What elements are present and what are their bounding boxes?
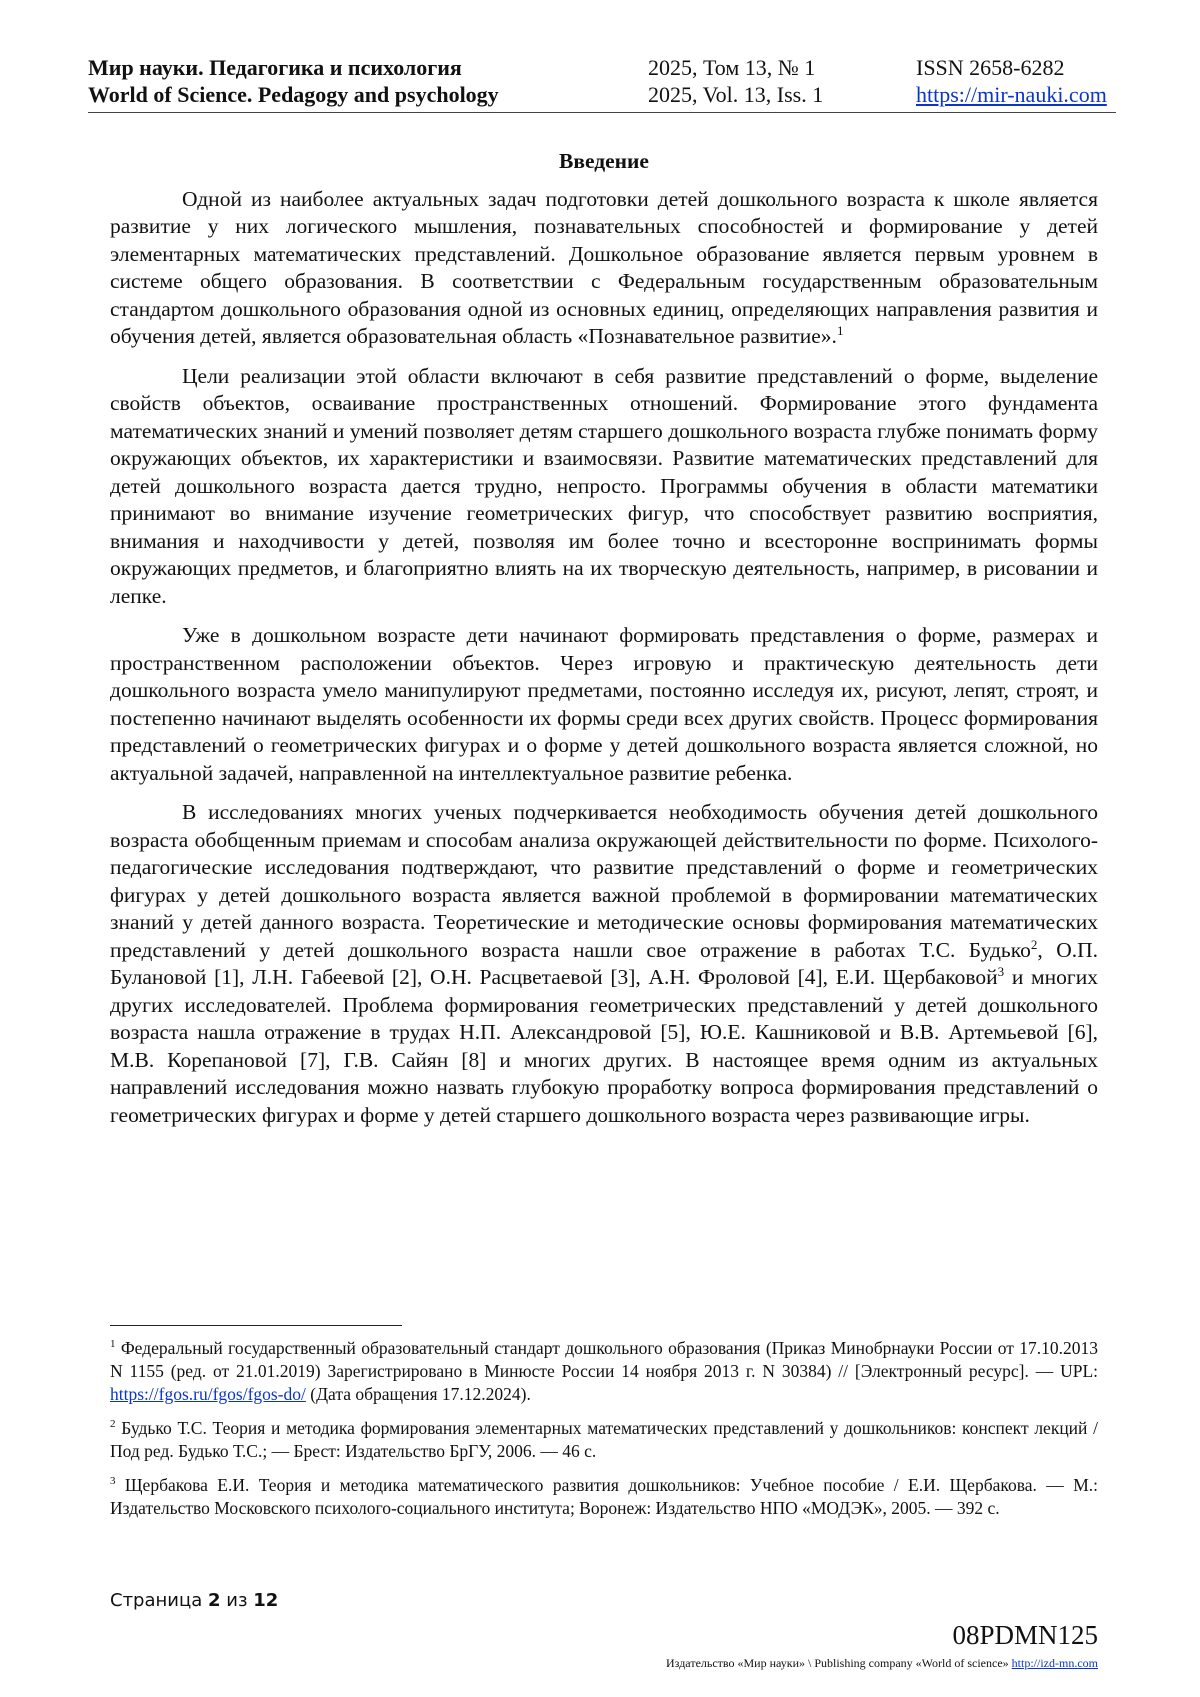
publisher-link[interactable]: http://izd-mn.com <box>1011 1656 1098 1670</box>
paragraph-4-text-c: и многих других исследователей. Проблема формирования геометрических представлений у детей дошкольного возраста нашла отражение в трудах Н.П. Александровой [5], Ю.Е. Кашниковой и В.В. Артемьевой [6], М.В. Корепановой [7], Г.В. Сайян [8] и многих других. В настоящее время одним из актуальных направлений исследования можно назвать глубокую проработку вопроса формирования представлений о геометрических фигурах и форме у детей старшего дошкольного возраста через развивающие игры. <box>110 965 1098 1127</box>
footnote-ref-1[interactable]: 1 <box>836 322 844 338</box>
footnote-2 <box>110 1417 1098 1463</box>
page-number <box>110 1590 278 1611</box>
footnote-3-text: Щербакова Е.И. Теория и методика математического развития дошкольников: Учебное пособие / Е.И. Щербакова. — М.: Издательство Московского психолого-социального института; Воронеж: Издательство НПО «МОДЭК», 2005. — 392 с. <box>110 1475 1098 1518</box>
footnote-1 <box>110 1337 1098 1406</box>
journal-title-block <box>88 54 499 108</box>
footnote-1-mark: 1 <box>110 1338 116 1351</box>
page-current: 2 <box>208 1590 221 1611</box>
footnotes <box>110 1337 1098 1531</box>
footnote-separator <box>110 1325 402 1326</box>
footnote-2-mark: 2 <box>110 1418 116 1431</box>
issn: ISSN 2658-6282 <box>916 55 1065 80</box>
footnote-ref-3[interactable]: 3 <box>997 963 1005 979</box>
journal-title-ru: Мир науки. Педагогика и психология <box>88 55 462 80</box>
paragraph-4-text-a: В исследованиях многих ученых подчеркивается необходимость обучения детей дошкольного возраста обобщенным приемам и способам анализа окружающей действительности по форме. Психолого-педагогические исследования подтверждают, что развитие представлений о форме и геометрических фигурах у детей дошкольного возраста является важной проблемой в формировании математических знаний у детей данного возраста. Теоретические и методические основы формирования математических представлений у детей дошкольного возраста нашли свое отражение в работах Т.С. Будько <box>110 800 1098 962</box>
paragraph-4-text-b: , О.П. Булановой [1], Л.Н. Габеевой [2], О.Н. Расцветаевой [3], А.Н. Фроловой [4], Е.И. Щербаковой <box>110 937 1098 989</box>
article-body <box>110 148 1098 1141</box>
publisher-line <box>666 1656 1098 1671</box>
paragraph-1 <box>110 186 1098 351</box>
page-word: Страница <box>110 1590 203 1611</box>
footnote-1-text-b: (Дата обращения 17.12.2024). <box>305 1384 531 1404</box>
article-code: 08PDMN125 <box>952 1620 1098 1650</box>
footnote-3 <box>110 1474 1098 1520</box>
paragraph-1-text: Одной из наиболее актуальных задач подготовки детей дошкольного возраста к школе является развитие у них логического мышления, познавательных способностей и формирование у детей элементарных математических представлений. Дошкольное образование является первым уровнем в системе общего образования. В соответствии с Федеральным государственным образовательным стандартом дошкольного образования одной из основных единиц, определяющих направления развития и обучения детей, является образовательная область «Познавательное развитие». <box>110 186 1098 348</box>
issue-block <box>648 54 823 108</box>
issue-en: 2025, Vol. 13, Iss. 1 <box>648 82 824 107</box>
footnote-3-mark: 3 <box>110 1475 116 1488</box>
page-of: из <box>226 1590 248 1611</box>
issn-block <box>916 54 1107 108</box>
issue-ru: 2025, Том 13, № 1 <box>648 55 816 80</box>
paragraph-2: Цели реализации этой области включают в себя развитие представлений о форме, выделение свойств объектов, осваивание пространственных отношений. Формирование этого фундамента математических знаний и умений позволяет детям старшего дошкольного возраста глубже понимать форму окружающих объектов, их характеристики и взаимосвязи. Развитие математических представлений для детей дошкольного возраста дается трудно, непросто. Программы обучения в области математики принимают во внимание изучение геометрических фигур, что способствует развитию восприятия, внимания и находчивости у детей, позволяя им более точно и всесторонне воспринимать формы окружающих предметов, и благоприятно влиять на их творческую деятельность, например, в рисовании и лепке. <box>110 363 1098 608</box>
journal-site-link[interactable]: https://mir-nauki.com <box>916 82 1107 107</box>
section-title: Введение <box>559 149 649 173</box>
footnote-2-text: Будько Т.С. Теория и методика формирования элементарных математических представлений у дошкольников: конспект лекций / Под ред. Будько Т.С.; — Брест: Издательство БрГУ, 2006. — 46 с. <box>110 1418 1099 1461</box>
fgos-link[interactable]: https://fgos.ru/fgos/fgos-do/ <box>110 1384 306 1404</box>
footnote-ref-2[interactable]: 2 <box>1030 936 1038 952</box>
paragraph-4 <box>110 799 1098 1129</box>
page-header <box>88 54 1116 113</box>
paragraph-3: Уже в дошкольном возрасте дети начинают формировать представления о форме, размерах и пространственном расположении объектов. Через игровую и практическую деятельность дети дошкольного возраста умело манипулируют предметами, постоянно исследуя их, рисуют, лепят, строят, и постепенно начинают выделять особенности их формы среди всех других свойств. Процесс формирования представлений о геометрических фигурах и о форме у детей дошкольного возраста является сложной, но актуальной задачей, направленной на интеллектуальное развитие ребенка. <box>110 623 1098 785</box>
publisher-text: Издательство «Мир науки» \ Publishing company «World of science» <box>666 1656 1012 1670</box>
footnote-1-text-a: Федеральный государственный образовательный стандарт дошкольного образования (Приказ Минобрнауки России от 17.10.2013 N 1155 (ред. от 21.01.2019) Зарегистрировано в Минюсте России 14 ноября 2013 г. N 30384) // [Электронный ресурс]. — UPL: <box>110 1338 1098 1381</box>
page-total: 12 <box>253 1590 279 1611</box>
journal-title-en: World of Science. Pedagogy and psychology <box>88 82 499 107</box>
